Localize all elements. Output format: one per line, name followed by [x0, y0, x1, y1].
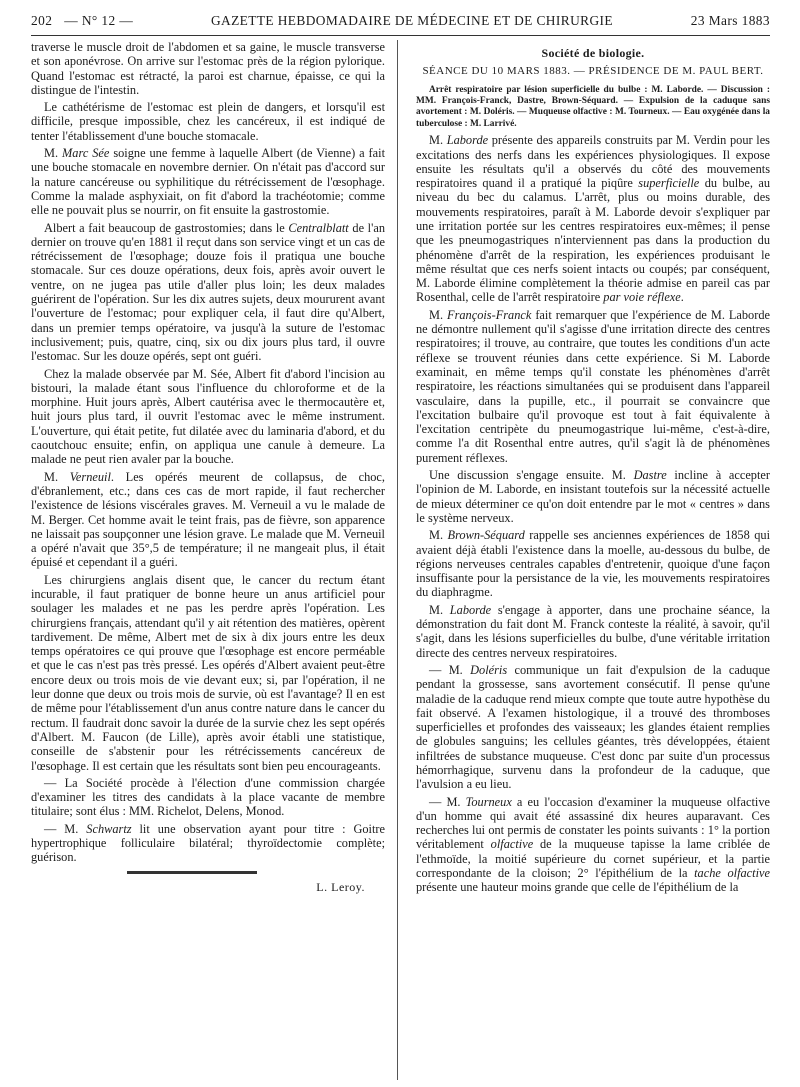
end-rule [127, 871, 257, 874]
speaker-name: Verneuil [69, 469, 111, 484]
page-number: 202 [31, 12, 53, 28]
paragraph: M. Laborde s'engage à apporter, dans une prochaine séance, la démonstration du fait dont M. Franck conteste la réalité, à savoir, qu'il s'agit, dans les lésions superficielles du bulbe, d'une véritable irritation directe des centres nerveux respiratoires. [416, 602, 771, 660]
two-column-body [31, 40, 770, 898]
issue-number: — N° 12 — [64, 12, 134, 28]
journal-title: GAZETTE HEBDOMADAIRE DE MÉDECINE ET DE CHIRURGIE [210, 12, 613, 28]
speaker-name: Dastre [633, 468, 667, 483]
speaker-name: Doléris [470, 662, 508, 677]
issue-date: 23 Mars 1883 [690, 12, 770, 28]
speaker-name: François-Franck [447, 307, 532, 322]
paragraph: — M. Schwartz lit une observation ayant pour titre : Goitre hypertrophique folliculaire bilatéral; thyroïdectomie complète; guérison. [31, 821, 385, 865]
speaker-name: Schwartz [86, 821, 132, 836]
right-column [416, 40, 770, 898]
column-divider [397, 40, 398, 1080]
running-header [31, 0, 770, 36]
paragraph: M. Marc Sée soigne une femme à laquelle Albert (de Vienne) a fait une bouche stomacale en novembre dernier. On n'était pas d'accord sur la nature cancéreuse ou syphilitique du rétrécissement de l'œsophage. Comme la malade asphyxiait, on fit d'abord la trachéotomie; comme elle ne pouvait plus se nourrir, on fit ensuite la gastrostomie. [31, 146, 386, 218]
speaker-name: Brown-Séquard [447, 528, 525, 543]
paragraph: M. Verneuil. Les opérés meurent de collapsus, de choc, d'ébranlement, etc.; dans ces cas de mort rapide, il faut rechercher l'existence de lésions viscérales graves. M. Verneuil a vu le malade de M. Berger. Cet homme avait le teint frais, pas de fièvre, son apparence ne laissait pas soupçonner une lésion grave. Le malade que M. Verneuil a opéré n'avait que 35°,5 de température; il ne mangeait plus, il était épuisé et cependant il a guéri. [31, 469, 385, 570]
section-title: Société de biologie. [541, 46, 645, 60]
paragraph: Les chirurgiens anglais disent que, le cancer du rectum étant incurable, il faut pratiquer de bonne heure un anus artificiel pour soulager les malades et ne pas les perdre après l'opération. Les chirurgiens français, attendant qu'il y ait rétention des matières, opèrent tardivement. De même, Albert met de six à dix jours entre les deux temps opératoires ce qui prouve que l'œsophage est encore perméable et que le cas n'est pas très pressé. Les opérés d'Albert avaient peut-être encore deux ou trois mois de vie devant eux; si, par l'opération, il ne leur donne que deux ou trois mois de survie, où est l'avantage? Il en est de même pour l'établissement d'un anus contre nature dans le cancer du rectum. Il faudrait donc savoir la durée de la survie chez les sept opérés d'Albert. M. Faucon (de Lille), après avoir établi une statistique, conseille de s'abstenir pour les rétrécissements cancéreux de l'œsophage. Il est certain que les résultats sont bien peu encourageants. [31, 572, 385, 773]
paragraph: M. François-Franck fait remarquer que l'expérience de M. Laborde ne démontre nullement qu'il s'agisse d'une irritation directe des centres respiratoires; il trouve, au contraire, que toutes les conditions d'un acte réflexe se trouvent réunies dans cette expérience. Si M. Laborde examinait, en même temps qu'il constate les phénomènes d'arrêt respiratoire, les réactions simultanées qui se produisent dans l'appareil vasculaire, dans la pupille, etc., il pourrait se convaincre que l'excitation bulbaire qu'il provoque est tout à fait équivalente à l'excitation centripète du pneumogastrique lui-même, c'est-à-dire, comme l'a dit Rosenthal entre autres, qu'il s'agit là de phénomènes purement réflexes. [416, 307, 770, 465]
session-summary: Arrêt respiratoire par lésion superficielle du bulbe : M. Laborde. — Discussion : MM. François-Franck, Dastre, Brown-Séquard. — Expulsion de la caduque sans avortement : M. Doléris. — Muqueuse olfactive : M. Tourneux. — Eau oxygénée dans la tuberculose : M. Larrivé. [416, 84, 770, 129]
paragraph: traverse le muscle droit de l'abdomen et sa gaine, le muscle transverse et son aponévrose. On arrive sur l'estomac près de la région pylorique. Quand l'estomac est rétracté, la paroi est charnue, épaisse, ce qui la distingue de l'intestin. [31, 40, 385, 97]
left-column [31, 40, 385, 898]
paragraph: — M. Tourneux a eu l'occasion d'examiner la muqueuse olfactive d'un homme qui avait été assassiné dix heures auparavant. Ces recherches lui ont permis de constater les points suivants : 1° la portion véritablement olfactive de la muqueuse tapisse la lame criblée de l'ethmoïde, la moitié supérieure du cornet supérieur, et la partie correspondante de la cloison; 2° l'épithélium de la tache olfactive présente une hauteur moins grande que celle de l'épithélium de la [416, 794, 770, 895]
speaker-name: Laborde [449, 602, 492, 617]
paragraph: Le cathétérisme de l'estomac est plein de dangers, et lorsqu'il est difficile, presque impossible, chez les cancéreux, il est indiqué de tenter l'établissement d'une bouche stomacale. [31, 100, 385, 143]
paragraph: M. Laborde présente des appareils construits par M. Verdin pour les excitations des nerfs dans les expériences physiologiques. Il expose ensuite les résultats qu'il a observés du côté des mouvements respiratoires quand il a pratiqué la piqûre superficielle du bulbe, au niveau du bec du calamus. L'arrêt, plus ou moins durable, des mouvements respiratoires, paraît à M. Laborde devoir s'expliquer par une irritation portée sur les centres respiratoires eux-mêmes; il pense que les pneumogastriques n'interviennent pas dans la production du phénomène d'arrêt de la respiration, les expériences produisant le même résultat que ces nerfs soient intacts ou coupés; par conséquent, M. Laborde élimine complètement la théorie admise en pareil cas par Rosenthal, celle de l'arrêt respiratoire par voie réflexe. [416, 133, 771, 305]
journal-name: Centralblatt [288, 220, 349, 235]
session-heading: SÉANCE DU 10 MARS 1883. — PRÉSIDENCE DE M. PAUL BERT. [422, 65, 764, 78]
paragraph: Chez la malade observée par M. Sée, Albert fit d'abord l'incision au bistouri, la malade étant sous l'influence du chloroforme et de la morphine. Huit jours après, Albert cautérisa avec le thermocautère et, huit jours plus tard, il ouvrit l'estomac avec le même instrument. L'ouverture, qui était petite, fut dilatée avec du laminaria d'abord, et du caoutchouc ensuite; enfin, on appliqua une canule à demeure. La malade ne peut rien avaler par la bouche. [31, 366, 385, 467]
paragraph: Une discussion s'engage ensuite. M. Dastre incline à accepter l'opinion de M. Laborde, en insistant toutefois sur la nécessité actuelle de mieux déterminer ce qu'on doit entendre par le mot « centres » dans le système nerveux. [416, 468, 770, 525]
paragraph: M. Brown-Séquard rappelle ses anciennes expériences de 1858 qui avaient déjà établi l'existence dans la moelle, au-dessous du bulbe, de régions nerveuses centrales capables d'entretenir, quoique d'une façon insuffisante pour la persistance de la vie, les mouvements respiratoires du diaphragme. [416, 528, 770, 600]
speaker-name: Marc Sée [62, 146, 110, 161]
author-signature: L. Leroy. [316, 879, 365, 894]
paragraph: — M. Doléris communique un fait d'expulsion de la caduque pendant la grossesse, sans avortement consécutif. Il pense qu'une maladie de la caduque rend mieux compte que toute autre hypothèse du fait observé. A l'examen histologique, il a trouvé des thromboses superficielles et profondes des vaisseaux; les glandes étaient remplies de globules sanguins; les cellules géantes, très développées, étaient infiltrées de substance muqueuse. C'est donc par suite d'un processus hémorrhagique, survenu dans la profondeur de la caduque, que l'avulsion a eu lieu. [416, 662, 770, 792]
paragraph: Albert a fait beaucoup de gastrostomies; dans le Centralblatt de l'an dernier on trouve qu'en 1881 il reçut dans son service vingt et un cas de rétrécissement de l'œsophage; douze fois il pratiqua une bouche stomacale. Sur ces douze opérations, deux fois, après avoir ouvert le ventre, on ne jugea pas utile d'aller plus loin; les deux malades guérirent de l'opération. Sur les dix autres sujets, deux moururent avant l'ouverture de l'estomac; pour expliquer cela, il faut dire qu'Albert, dans un premier temps opératoire, va jusqu'à la suture de l'estomac inclusivement; puis, quatre, cinq, six ou dix jours plus tard, il ouvre l'estomac. Sur les douze opérés, sept ont guéri. [31, 220, 385, 364]
speaker-name: Laborde [446, 133, 489, 148]
paragraph: — La Société procède à l'élection d'une commission chargée d'examiner les titres des candidats à la place vacante de membre titulaire; sont élus : MM. Richelot, Delens, Monod. [31, 775, 385, 819]
speaker-name: Tourneux [465, 794, 512, 809]
